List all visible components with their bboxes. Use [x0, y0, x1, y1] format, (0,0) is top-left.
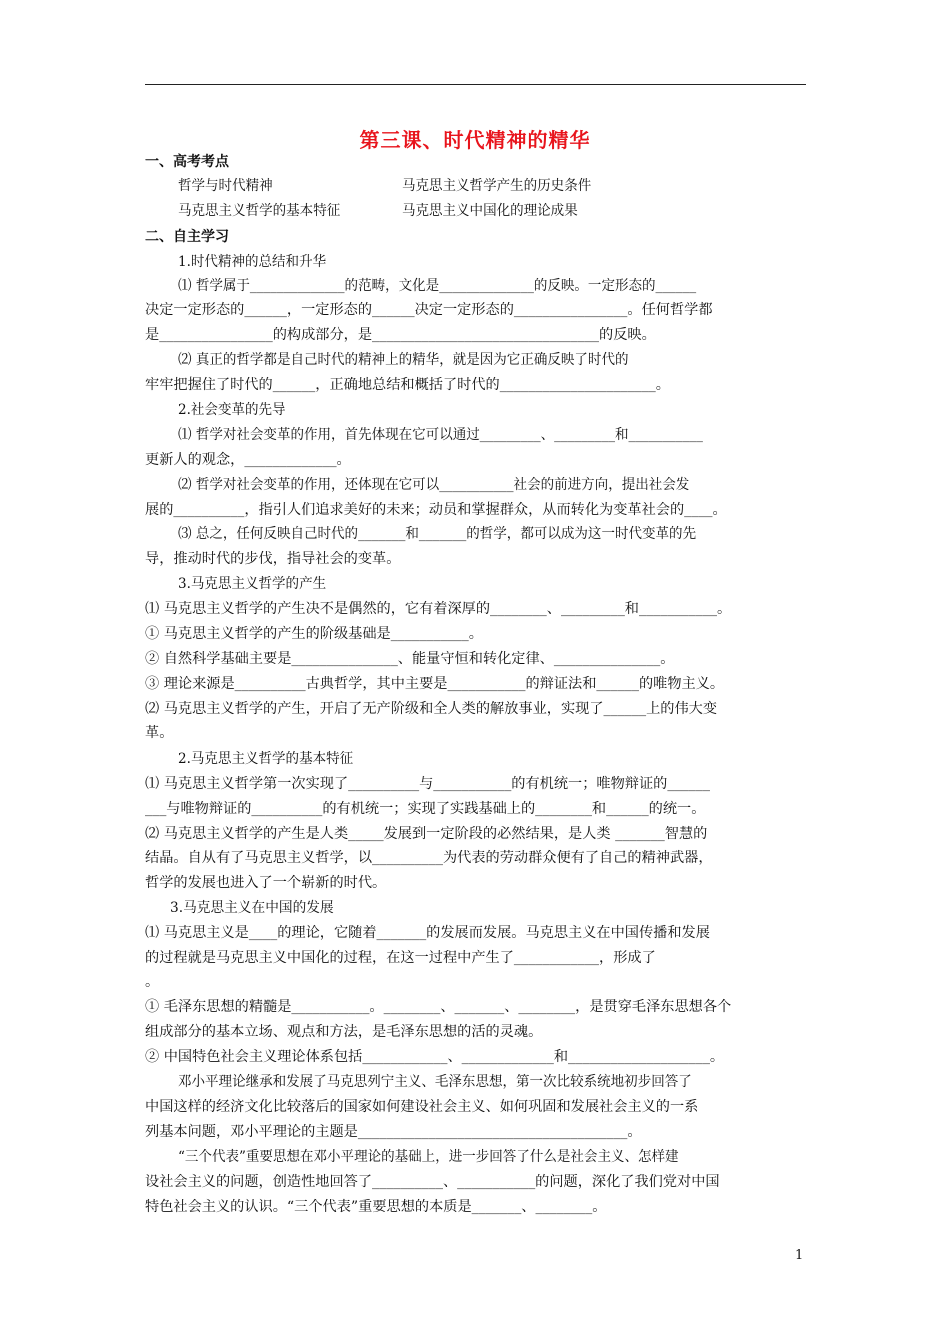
body-line: ⑴ 马克思主义是____的理论，它随着_______的发展而发展。马克思主义在中国传播和发展 — [145, 925, 710, 941]
body-line: 列基本问题，邓小平理论的主题是______________________________________。 — [145, 1124, 642, 1140]
section-heading-self-study: 二、自主学习 — [145, 229, 229, 245]
body-line: ⑴ 哲学属于______________的范畴，文化是______________的反映。一定形态的______ — [178, 278, 697, 294]
exam-point-item: 马克思主义中国化的理论成果 — [401, 203, 578, 219]
exam-point-item: 马克思主义哲学的基本特征 — [178, 203, 341, 219]
body-line: ⑶ 总之，任何反映自己时代的_______和_______的哲学，都可以成为这一时代变革的先 — [178, 526, 697, 542]
body-line: ⑴ 哲学对社会变革的作用，首先体现在它可以通过_________、_________和___________ — [178, 427, 703, 443]
body-line: ⑴ 马克思主义哲学第一次实现了__________与___________的有机统一；唯物辩证的______ — [145, 776, 710, 792]
body-line: 2.社会变革的先导 — [178, 402, 286, 418]
body-line: ___与唯物辩证的__________的有机统一；实现了实践基础上的________和______的统一。 — [145, 801, 706, 817]
body-line: ② 自然科学基础主要是_______________、能量守恒和转化定律、_______________。 — [145, 651, 675, 667]
body-line: 。 — [145, 974, 160, 990]
body-line: ⑵ 马克思主义哲学的产生是人类_____发展到一定阶段的必然结果，是人类 _______智慧的 — [145, 826, 708, 842]
body-line: 2.马克思主义哲学的基本特征 — [178, 751, 354, 767]
body-line: 邓小平理论继承和发展了马克思列宁主义、毛泽东思想，第一次比较系统地初步回答了 — [178, 1074, 692, 1090]
body-line: 组成部分的基本立场、观点和方法，是毛泽东思想的活的灵魂。 — [145, 1024, 543, 1040]
body-line: 决定一定形态的______，一定形态的______决定一定形态的________________。任何哲学都 — [145, 302, 713, 318]
exam-point-item: 哲学与时代精神 — [178, 178, 273, 194]
body-line: 导，推动时代的步伐，指导社会的变革。 — [145, 551, 401, 567]
body-line: 牢牢把握住了时代的______，正确地总结和概括了时代的______________________。 — [145, 377, 670, 393]
body-line: 更新人的观念，_____________。 — [145, 452, 351, 468]
body-line: 的过程就是马克思主义中国化的过程，在这一过程中产生了____________，形成了 — [145, 950, 656, 966]
body-line: 是________________的构成部分，是________________________________的反映。 — [145, 327, 656, 343]
body-line: 哲学的发展也进入了一个崭新的时代。 — [145, 875, 387, 891]
body-line: ⑵ 马克思主义哲学的产生，开启了无产阶级和全人类的解放事业，实现了______上的伟大变 — [145, 701, 718, 717]
body-line: ⑵ 哲学对社会变革的作用，还体现在它可以___________社会的前进方向，提出社会发 — [178, 477, 690, 493]
exam-point-row-2 — [178, 201, 812, 221]
body-line: 结晶。自从有了马克思主义哲学，以__________为代表的劳动群众便有了自己的精神武器， — [145, 850, 713, 866]
body-line: ① 马克思主义哲学的产生的阶级基础是___________。 — [145, 626, 483, 642]
body-line: 中国这样的经济文化比较落后的国家如何建设社会主义、如何巩固和发展社会主义的一系 — [145, 1099, 699, 1115]
body-line: ① 毛泽东思想的精髓是___________。________、_______、________，是贯穿毛泽东思想各个 — [145, 999, 732, 1015]
body-line: ② 中国特色社会主义理论体系包括____________、_____________和____________________。 — [145, 1049, 725, 1065]
body-line: ⑴ 马克思主义哲学的产生决不是偶然的，它有着深厚的________、_________和___________。 — [145, 601, 732, 617]
body-line: 3.马克思主义哲学的产生 — [178, 576, 327, 592]
body-line: 3.马克思主义在中国的发展 — [170, 900, 334, 916]
body-line: 革。 — [145, 725, 174, 741]
body-line: 1.时代精神的总结和升华 — [178, 254, 327, 270]
body-line: 特色社会主义的认识。“三个代表”重要思想的本质是_______、________。 — [145, 1199, 607, 1215]
header-rule — [145, 84, 806, 85]
page-number: 1 — [795, 1248, 804, 1263]
section-heading-exam-points: 一、高考考点 — [145, 154, 229, 170]
exam-point-row-1 — [178, 176, 812, 196]
body-line: “三个代表”重要思想在邓小平理论的基础上，进一步回答了什么是社会主义、怎样建 — [178, 1149, 679, 1165]
body-line: 设社会主义的问题，创造性地回答了__________、___________的问题，深化了我们党对中国 — [145, 1174, 720, 1190]
body-line: 展的__________，指引人们追求美好的未来；动员和掌握群众，从而转化为变革社会的____。 — [145, 502, 727, 518]
page-title: 第三课、时代精神的精华 — [359, 128, 591, 152]
exam-point-item: 马克思主义哲学产生的历史条件 — [401, 178, 592, 194]
body-line: ③ 理论来源是__________古典哲学，其中主要是___________的辩证法和______的唯物主义。 — [145, 676, 725, 692]
body-line: ⑵ 真正的哲学都是自己时代的精神上的精华，就是因为它正确反映了时代的 — [178, 352, 629, 368]
